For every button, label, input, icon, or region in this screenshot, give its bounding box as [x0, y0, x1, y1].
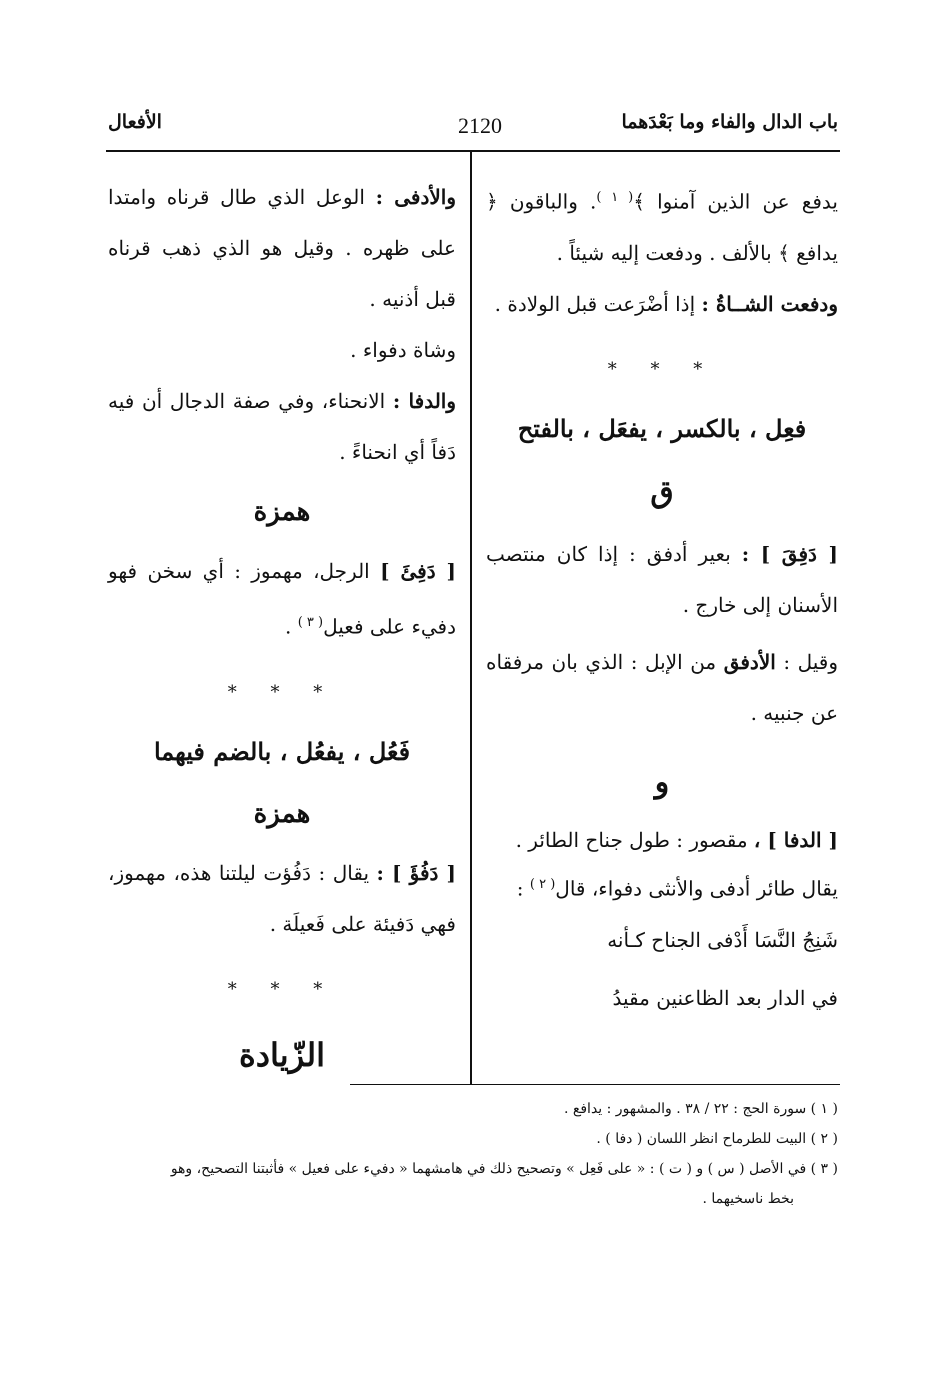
- verse-line: شَنِجُ النَّسَا أَدْفى الجناح كـأنه: [607, 928, 838, 953]
- entry-paragraph: وشاة دفواء .: [350, 338, 456, 362]
- footnote: ( ٢ ) البيت للطرماح انظر اللسان ( دفا ) .: [596, 1131, 838, 1147]
- headword: والأدفى :: [375, 185, 456, 209]
- running-head-section: الأفعال: [108, 111, 162, 133]
- section-heading: فَعُل ، يفعُل ، بالضم فيهما: [153, 736, 411, 766]
- entry-paragraph: والدفا : الانحناء، وفي صفة الدجال أن فيه دَفاً أي انحناءً .: [108, 389, 456, 464]
- header-rule: [106, 150, 840, 152]
- footnote: ( ١ ) سورة الحج : ٢٢ / ٣٨ . والمشهور : يدافع .: [564, 1101, 838, 1117]
- footnote-continuation: بخط ناسخيهما .: [702, 1191, 794, 1207]
- entry-paragraph: [ دَفُؤَ ] : يقال : دَفُؤت ليلتنا هذه، مهموز، فهي دَفيئة على فَعيلَة .: [108, 860, 456, 936]
- entry-paragraph: [ دَفِئَ ] الرجل، مهموز : أي سخن فهو دفيء على فعيل$^{( ٣ )}$ .: [108, 559, 456, 639]
- headword: [ دَفِئَ ]: [380, 559, 456, 583]
- hamza-heading: همزة: [253, 497, 311, 527]
- footnote-ref[interactable]: ( ٢ ): [529, 876, 556, 892]
- section-separator: * * *: [607, 358, 717, 380]
- right-column: [486, 172, 838, 1028]
- chapter-heading: الزّيادة: [239, 1035, 325, 1074]
- section-heading: فعِل ، بالكسر ، يفعَل ، بالفتح: [517, 413, 807, 443]
- footnote: ( ٣ ) في الأصل ( س ) و ( ت ) : « على فَعِل » وتصحيح ذلك في هامشهما « دفيء على فعيل » فأثبتنا التصحيح، وهو: [170, 1161, 838, 1177]
- verse-line: في الدار بعد الظاعنين مقيدُ: [612, 986, 838, 1011]
- headword: ودفعت الشــاةُ :: [701, 291, 838, 316]
- headword: الأدفق: [723, 649, 776, 674]
- entry-paragraph: [ الدفا ] ، مقصور : طول جناح الطائر .: [515, 827, 838, 852]
- page-number: 2120: [458, 113, 502, 138]
- left-column: [108, 172, 456, 1095]
- entry-paragraph: وقيل : الأدفق من الإبل : الذي بان مرفقاه عن جنبيه .: [486, 649, 838, 725]
- entry-paragraph: والأدفى : الوعل الذي طال قرناه وامتدا على ظهره . وقيل هو الذي ذهب قرناه قبل أذنيه .: [108, 185, 456, 311]
- column-divider: [470, 151, 472, 1085]
- letter-heading: ق: [650, 474, 674, 510]
- entry-paragraph: يقال طائر أدفى والأنثى دفواء، قال$^{( ٢ )}$ :: [516, 876, 838, 901]
- letter-heading: و: [654, 764, 670, 800]
- footnote-ref[interactable]: ( ١ ): [596, 190, 634, 205]
- footnote-ref[interactable]: ( ٣ ): [297, 615, 324, 630]
- headword: [ الدفا ] ،: [753, 827, 838, 852]
- headword: [ دَفِقَ ] :: [741, 541, 839, 566]
- hamza-heading: همزة: [253, 798, 311, 829]
- entry-paragraph: [ دَفِقَ ] : بعير أدفق : إذا كان منتصب الأسنان إلى خارج .: [486, 541, 839, 617]
- section-separator: * * *: [227, 681, 337, 703]
- entry-paragraph: ودفعت الشــاةُ : إذا أضْرَعت قبل الولادة .: [494, 291, 838, 316]
- entry-paragraph: يدفع عن الذين آمنوا ﴾$^{( ١ )}$. والباقون ﴿ يدافع ﴾ بالألف . ودفعت إليه شيئاً .: [486, 189, 838, 265]
- headword: والدفا :: [392, 389, 456, 413]
- running-head-title: باب الدال والفاء وما بَعْدَهما: [621, 111, 838, 133]
- footnotes: [108, 1094, 838, 1214]
- section-separator: * * *: [227, 978, 337, 1000]
- headword: [ دَفُؤَ ] :: [376, 860, 456, 885]
